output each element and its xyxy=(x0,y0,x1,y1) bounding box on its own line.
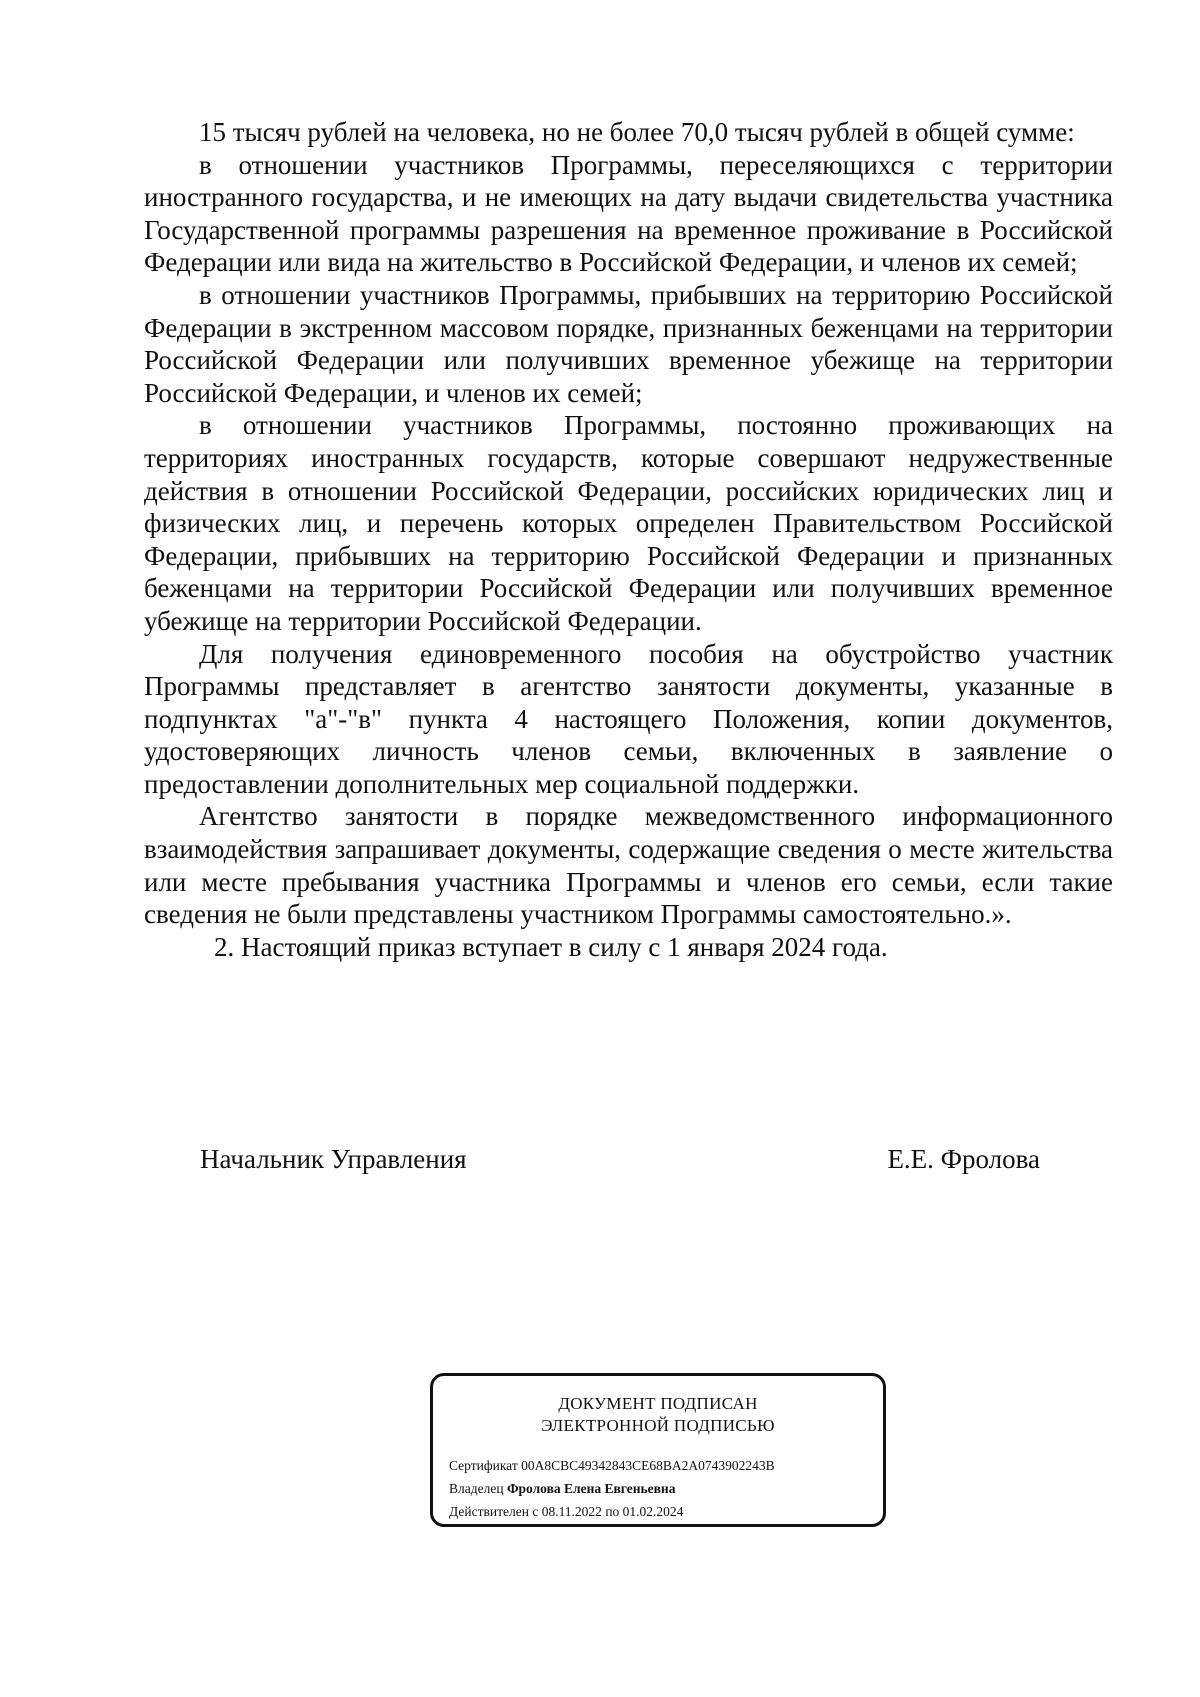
paragraph-interagency-request: Агентство занятости в порядке межведомственного информационного взаимодействия запрашивает документы, содержащие сведения о месте жительства или месте пребывания участника Программы и членов его семьи, если такие сведения не были представлены участником Программы самостоятельно.». xyxy=(144,801,1113,930)
stamp-header-line-1: ДОКУМЕНТ ПОДПИСАН xyxy=(558,1394,758,1413)
owner-label: Владелец xyxy=(449,1481,504,1496)
paragraph-required-documents: Для получения единовременного пособия на обустройство участник Программы представляет в агентство занятости документы, указанные в подпунктах "а"-"в" пункта 4 настоящего Положения, копии документов, удостоверяющих личность членов семьи, включенных в заявление о предоставлении дополнительных мер социальной поддержки. xyxy=(144,638,1113,799)
paragraph-allowance-amount: 15 тысяч рублей на человека, но не более 70,0 тысяч рублей в общей сумме: xyxy=(199,117,1075,147)
electronic-signature-stamp xyxy=(430,1373,886,1527)
valid-from-prefix: с xyxy=(532,1504,539,1519)
paragraph-relocating-participants: в отношении участников Программы, переселяющихся с территории иностранного государства, и не имеющих на дату выдачи свидетельства участника Государственной программы разрешения на временное проживание в Российской Федерации или вида на жительство в Российской Федерации, и членов их семей; xyxy=(144,149,1113,278)
valid-to-prefix: по xyxy=(605,1504,620,1519)
valid-to-date: 01.02.2024 xyxy=(622,1504,684,1519)
document-body xyxy=(144,116,1113,963)
stamp-header xyxy=(433,1393,883,1437)
owner-value: Фролова Елена Евгеньевна xyxy=(506,1481,676,1496)
signatory-title: Начальник Управления xyxy=(200,1144,467,1174)
stamp-header-line-2: ЭЛЕКТРОННОЙ ПОДПИСЬЮ xyxy=(541,1416,775,1435)
stamp-certificate-row xyxy=(449,1454,775,1477)
stamp-owner-row xyxy=(449,1477,775,1500)
valid-label: Действителен xyxy=(449,1504,529,1519)
signatory-name: Е.Е. Фролова xyxy=(887,1144,1040,1174)
certificate-label: Сертификат xyxy=(449,1458,518,1473)
valid-from-date: 08.11.2022 xyxy=(541,1504,602,1519)
certificate-value: 00A8CBC49342843CE68BA2A0743902243B xyxy=(521,1458,775,1473)
paragraph-unfriendly-states: в отношении участников Программы, постоянно проживающих на территориях иностранных государств, которые совершают недружественные действия в отношении Российской Федерации, российских юридических лиц и физических лиц, и перечень которых определен Правительством Российской Федерации, прибывших на территорию Российской Федерации и признанных беженцами на территории Российской Федерации или получивших временное убежище на территории Российской Федерации. xyxy=(144,410,1113,636)
stamp-details xyxy=(449,1454,775,1523)
stamp-validity-row xyxy=(449,1500,775,1523)
paragraph-effective-date: 2. Настоящий приказ вступает в силу с 1 января 2024 года. xyxy=(214,931,888,962)
paragraph-emergency-arrivals: в отношении участников Программы, прибывших на территорию Российской Федерации в экстренном массовом порядке, признанных беженцами на территории Российской Федерации или получивших временное убежище на территории Российской Федерации, и членов их семей; xyxy=(144,279,1113,408)
